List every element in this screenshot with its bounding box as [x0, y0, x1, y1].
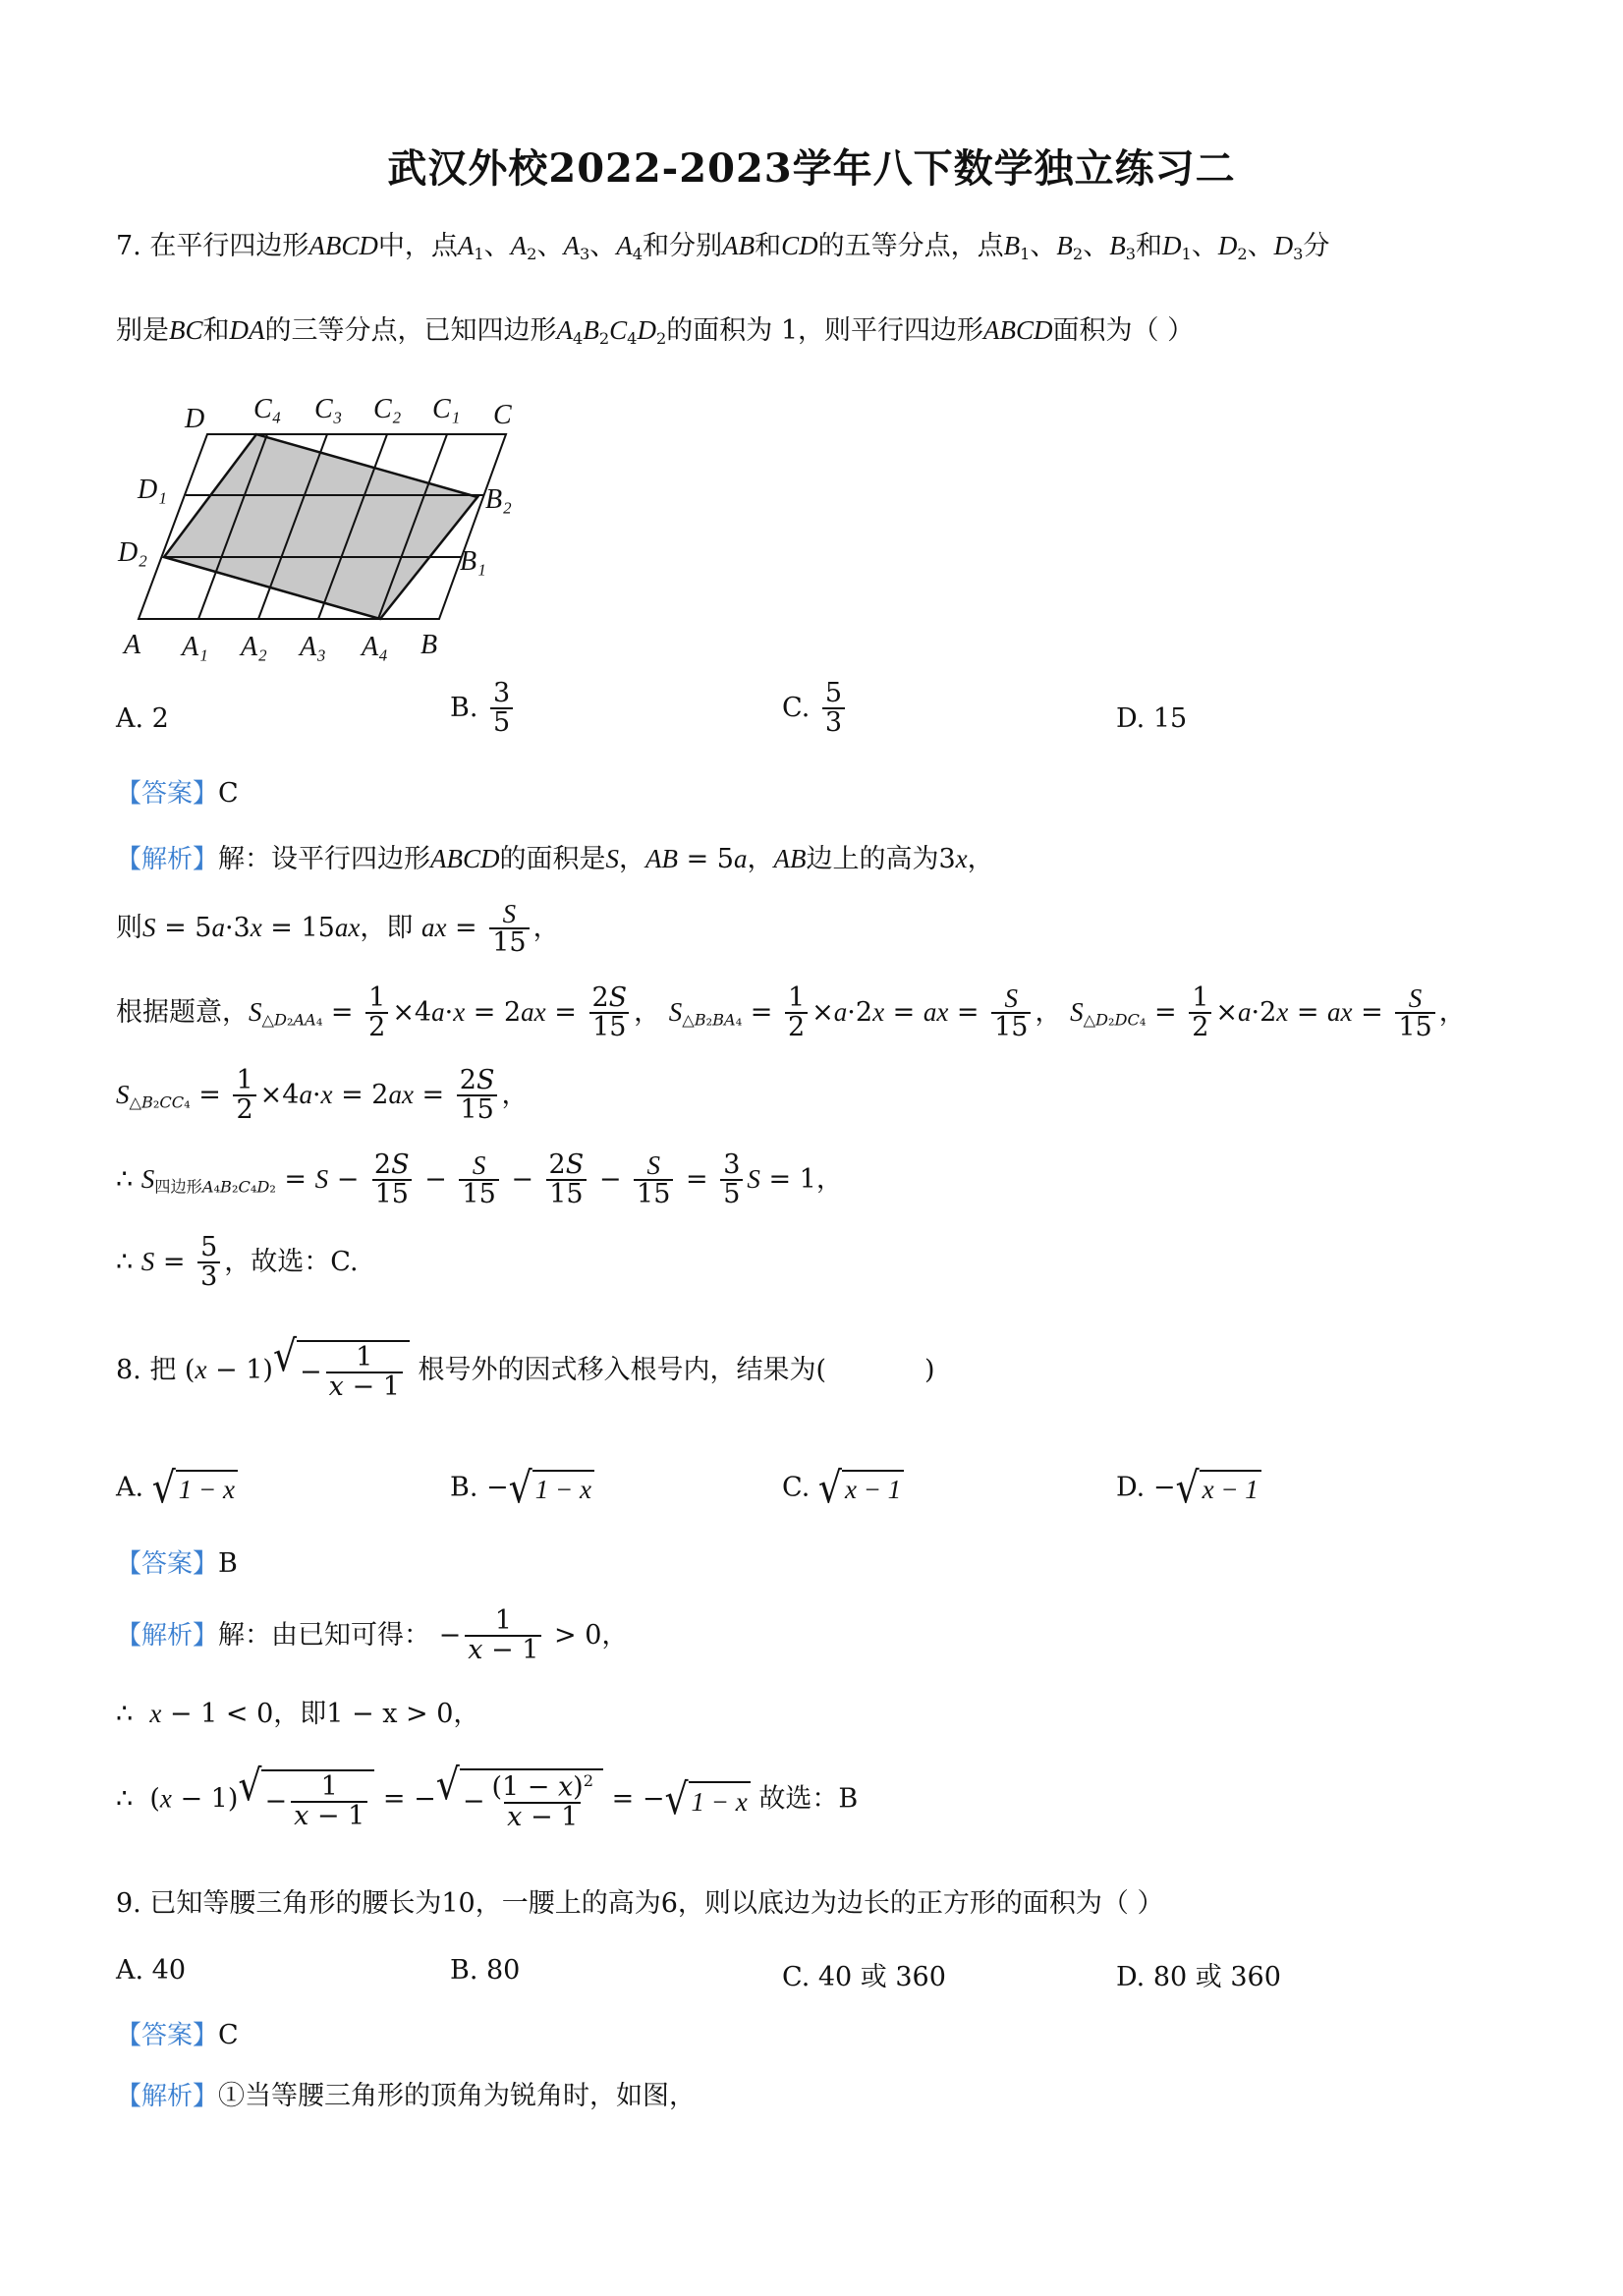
page-title: 武汉外校2022-2023学年八下数学独立练习二	[387, 145, 1236, 192]
q9-stem: 9. 已知等腰三角形的腰长为10，一腰上的高为6，则以底边为边长的正方形的面积为（ ）	[116, 1888, 1164, 1919]
q9-option-b: B. 80	[450, 1955, 521, 1986]
q9-analysis: 【解析】①当等腰三角形的顶角为锐角时，如图，	[116, 2081, 697, 2111]
q7-analysis-4: $S_{\triangle B_2CC_4}$ = $\frac{1}{2}$ ×4a·x = 2ax = $\frac{2S}{15}$ ，	[116, 1065, 529, 1126]
analysis-tag: 【解析】	[116, 845, 219, 874]
q7-stem-line1: 7. 在平行四边形ABCD中，点$A_1$、$A_2$、$A_3$、$A_4$和分别AB和CD的五等分点，点$B_1$、$B_2$、$B_3$和$D_1$、$D_2$、$D_3$分	[116, 231, 1330, 263]
q7-analysis-1: 【解析】解：设平行四边形ABCD的面积是S，AB = 5a，AB边上的高为3x，	[116, 844, 994, 874]
label-D2: D₂	[118, 537, 147, 568]
label-A3: A₃	[300, 632, 326, 662]
label-C1: C₁	[432, 394, 461, 424]
label-A: A	[124, 630, 141, 660]
label-A4: A₄	[362, 632, 388, 662]
label-D1: D₁	[138, 475, 167, 505]
q7-analysis-6: ∴ S = $\frac{5}{3}$ ，故选：C.	[116, 1232, 359, 1293]
answer-tag: 【答案】	[116, 779, 219, 809]
q7-stem-line2: 别是BC和DA的三等分点，已知四边形$A_4B_2C_4D_2$的面积为 1，则平行四边形ABCD面积为（ ）	[116, 315, 1195, 348]
q7-option-c: C. $\frac{5}{3}$	[782, 680, 849, 738]
q8-option-c: C. √ x − 1	[782, 1470, 904, 1507]
q9-option-d: D. 80 或 360	[1116, 1962, 1281, 1992]
q7-option-d: D. 15	[1116, 703, 1188, 734]
q7-analysis-5: ∴ $S_{四边形A_4B_2C_4D_2} = S$ − $\frac{2S}{15}$ − $\frac{S}{15}$ − $\frac{2S}{15}$ − $\frac{S}{15}$ = $\frac{3}{5}$ S = 1，	[116, 1149, 843, 1210]
q8-option-d: D. − √ x − 1	[1116, 1470, 1261, 1507]
q7-analysis-3: 根据题意，$S_{\triangle D_2AA_4}$ = $\frac{1}{2}$ ×4a·x = 2ax = $\frac{2S}{15}$ ， $S_{\triangle B_2BA_4}$ = $\frac{1}{2}$ ×a·2x = ax = $\frac{S}{15}$ ， $S_{\triangle D_2DC_4}$ = $\frac{1}{2}$ ×a·2x = ax = $\frac{S}{15}$ ，	[116, 982, 1466, 1043]
label-C: C	[493, 400, 512, 430]
q8-analysis-1: 【解析】解：由已知可得： − $\frac{1}{x - 1}$ > 0，	[116, 1605, 629, 1666]
label-C4: C₄	[253, 394, 282, 424]
q8-option-a: A. √ 1 − x	[116, 1470, 238, 1507]
q8-answer: 【答案】B	[116, 1548, 238, 1579]
q8-analysis-2: ∴ x − 1 < 0，即1 − x > 0，	[116, 1699, 480, 1729]
label-A1: A₁	[182, 632, 208, 662]
q7-option-b: B. $\frac{3}{5}$	[450, 680, 517, 738]
shaded-quadrilateral	[164, 434, 477, 619]
q9-answer: 【答案】C	[116, 2020, 239, 2050]
label-C3: C₃	[314, 394, 343, 424]
q7-answer: 【答案】C	[116, 778, 239, 809]
label-A2: A₂	[241, 632, 267, 662]
q8-analysis-3: ∴ (x − 1) √ − $\frac{1}{x - 1}$ = − √ − $\frac{(1 - x)^2}{x - 1}$ = − √ 1 − x 故选：B	[116, 1759, 859, 1833]
q9-option-a: A. 40	[116, 1955, 187, 1986]
q7-analysis-2: 则S = 5a·3x = 15ax，即 ax = $\frac{S}{15}$ ，	[116, 899, 560, 959]
q9-option-c: C. 40 或 360	[782, 1962, 946, 1992]
label-C2: C₂	[373, 394, 402, 424]
q8-option-b: B. − √ 1 − x	[450, 1470, 594, 1507]
q7-parallelogram-figure	[108, 388, 540, 668]
label-B2: B₂	[485, 484, 512, 515]
label-D: D	[185, 404, 205, 434]
q8-stem: 8. 把 (x − 1) √ − $\frac{1}{x - 1}$ 根号外的因式移入根号内，结果为( )	[116, 1330, 935, 1403]
label-B1: B₁	[460, 546, 486, 577]
q7-option-a: A. 2	[116, 703, 169, 734]
label-B: B	[420, 630, 438, 660]
